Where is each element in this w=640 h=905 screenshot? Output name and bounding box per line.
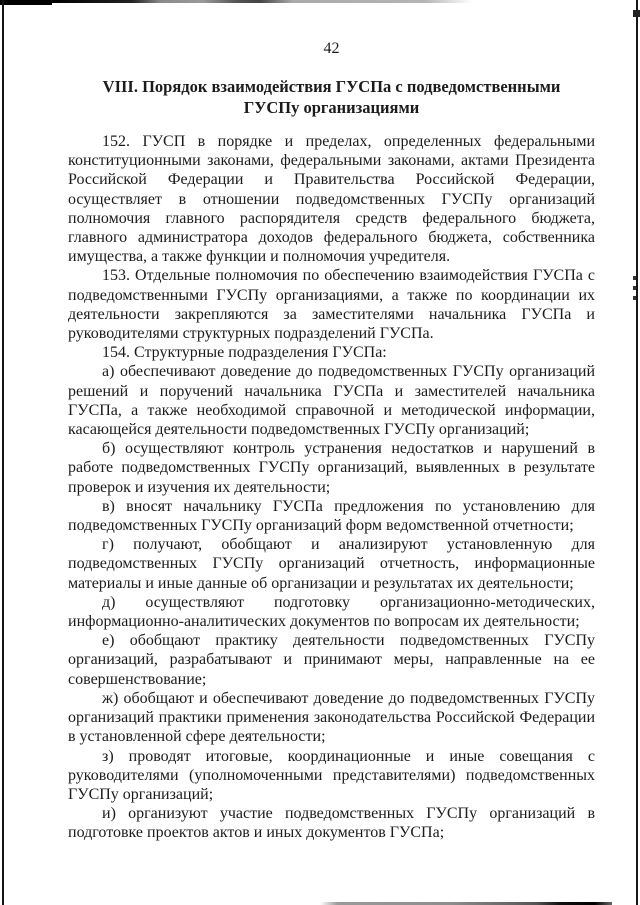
list-item-a: а) обеспечивают доведение до подведомственных ГУСПу организаций решений и поручений начальника ГУСПа и заместителей начальника ГУСПа, а также необходимой справочной и методической информации, касающейся деятельности подведомственных ГУСПу организаций; [68, 363, 595, 439]
document-body [68, 132, 595, 843]
list-item-e: е) обобщают практику деятельности подведомственных ГУСПу организаций, разрабатывают и принимают меры, направленные на ее совершенствование; [68, 632, 595, 688]
scan-border-top [0, 0, 472, 3]
scan-border-right [636, 0, 638, 905]
page-number: 42 [323, 40, 340, 57]
section-heading-container [68, 77, 595, 118]
scan-border-left [2, 0, 4, 905]
paragraph-153: 153. Отдельные полномочия по обеспечению взаимодействия ГУСПа с подведомственными ГУСПу организациями, а также по координации их деятельности закрепляются за заместителями начальника ГУСПа и руководителями структурных подразделений ГУСПа. [68, 267, 595, 343]
scan-mark-top-right [633, 10, 640, 17]
list-item-v: в) вносят начальнику ГУСПа предложения по установлению для подведомственных ГУСПу организаций форм ведомственной отчетности; [68, 497, 595, 535]
list-item-zh: ж) обобщают и обеспечивают доведение до подведомственных ГУСПу организаций практики применения законодательства Российской Федерации в установленной сфере деятельности; [68, 689, 595, 746]
scan-mark-right-middle [633, 276, 636, 302]
list-item-b: б) осуществляют контроль устранения недостатков и нарушений в работе подведомственных ГУСПу организаций, выявленных в результате проверок и изучения их деятельности; [68, 440, 595, 496]
list-item-z: з) проводят итоговые, координационные и иные совещания с руководителями (уполномоченными представителями) подведомственных ГУСПу организаций; [68, 747, 595, 803]
list-item-g: г) получают, обобщают и анализируют установленную для подведомственных ГУСПу организаций отчетность, информационные материалы и иные данные об организации и результатах их деятельности; [68, 536, 595, 592]
list-item-d: д) осуществляют подготовку организационно-методических, информационно-аналитических документов по вопросам их деятельности; [68, 593, 595, 631]
paragraph-152: 152. ГУСП в порядке и пределах, определенных федеральными конституционными законами, федеральными законами, актами Президента Российской Федерации и Правительства Российской Федерации, осуществляет в отношении подведомственных ГУСПу организаций полномочия главного распорядителя средств федерального бюджета, главного администратора доходов федерального бюджета, собственника имущества, а также функции и полномочия учредителя. [68, 133, 595, 266]
paragraph-154: 154. Структурные подразделения ГУСПа: [102, 344, 387, 362]
list-item-i: и) организуют участие подведомственных ГУСПу организаций в подготовке проектов актов и иных документов ГУСПа; [68, 805, 595, 842]
section-heading: VIII. Порядок взаимодействия ГУСПа с подведомственными ГУСПу организациями [102, 77, 561, 117]
